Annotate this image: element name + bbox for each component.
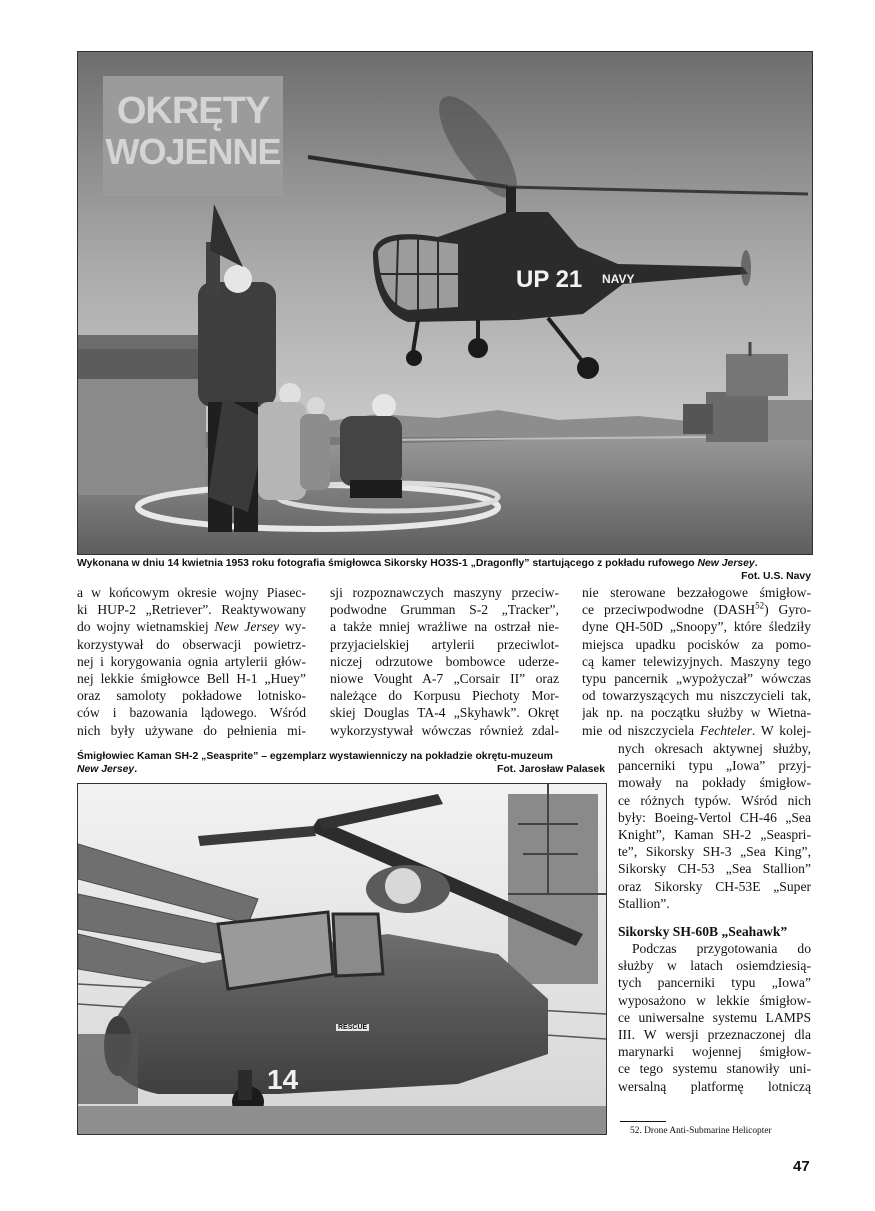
col3-line: jak np. na początku służby w Wietna- <box>582 705 811 721</box>
col3-line: mowały na pokłady śmigłow- <box>618 775 811 791</box>
logo-line-1: OKRĘTY <box>116 90 270 132</box>
col2-line: a także mniej wrażliwe na ostrzał nie- <box>330 619 559 635</box>
col3-line: typu pancernik „wypożyczał” wówczas <box>582 670 811 686</box>
photo-dragonfly-takeoff <box>77 51 813 555</box>
text-column-3 <box>582 584 811 739</box>
logo-line-2: WOJENNE <box>105 131 281 172</box>
text-column-3-wrap <box>618 740 811 1095</box>
okrety-wojenne-logo <box>103 76 283 196</box>
text-column-2 <box>330 584 559 739</box>
col2-line: sji rozpoznawczych maszyny przeciw- <box>330 585 559 600</box>
col3-line-start: mie od niszczyciela <box>582 722 700 738</box>
col3-line: dyne QH-50D „Snoopy”, które śledziły <box>582 619 811 635</box>
col1-line <box>77 618 306 635</box>
col1-line: nej lekkie śmigłowce Bell H-1 „Huey” <box>77 670 306 686</box>
col2-line: przyjacielskiej artylerii przeciwlot- <box>330 636 559 652</box>
section-line: ce uniwersalne systemu LAMPS <box>618 1009 811 1025</box>
col1-line: nej i korygowania ognia artylerii głów- <box>77 653 306 669</box>
section-line: tych pancerniki typu „Iowa” <box>618 975 811 991</box>
top-photo-caption <box>77 557 811 583</box>
col3-line: od towarzyszących mu niszczycieli tak, <box>582 688 811 704</box>
footnote-52: 52. Drone Anti-Submarine Helicopter <box>630 1126 772 1136</box>
col3-line: Knight”, Kaman SH-2 „Seaspri- <box>618 826 811 842</box>
section-line: Podczas przygotowania do <box>632 941 811 957</box>
rescue-label: RESCUE <box>338 1024 368 1031</box>
col1-line-start: do wojny wietnamskiej <box>77 619 215 635</box>
col1-line: oraz samoloty pokładowe lotnisko- <box>77 688 306 704</box>
top-caption-end: . <box>754 558 758 569</box>
top-caption-text: Wykonana w dniu 14 kwietnia 1953 roku fotografia śmigłowca Sikorsky HO3S-1 „Dragonfly” startującego z pokładu rufowego <box>77 558 698 569</box>
col2-line: skiej Douglas TA-4 „Skyhawk”. Okręt <box>330 705 559 721</box>
section-line: III. W wersji przeznaczonej dla <box>618 1027 811 1042</box>
section-line: służby w latach osiemdziesią- <box>618 958 811 974</box>
col2-line: podwodne Grumman S-2 „Tracker”, <box>330 602 559 618</box>
col3-line: te”, Sikorsky SH-3 „Sea King”, <box>618 844 811 860</box>
col2-line: wykorzystywał wówczas również zdal- <box>330 722 559 738</box>
bottom-photo-caption <box>77 750 605 776</box>
col3-line <box>582 601 811 618</box>
col3-line: Stallion”. <box>618 895 670 911</box>
col3-line-start: ce przeciwpodwodne (DASH <box>582 602 756 618</box>
col3-line: nie sterowane bezzałogowe śmigłow- <box>582 585 811 600</box>
photo-seasprite-exhibit <box>77 783 607 1135</box>
text-column-1 <box>77 584 306 739</box>
footnote-ref-52: 52 <box>755 601 765 611</box>
helicopter-side-number: 14 <box>267 1064 299 1095</box>
col1-line: korzystywał do obserwacji powietrz- <box>77 636 306 652</box>
helicopter-tail-marking: UP 21 <box>516 266 583 293</box>
col3-line: nych okresach aktywnej służby, <box>618 741 811 756</box>
col3-line: były: Boeing-Vertol CH-46 „Sea <box>618 809 811 825</box>
col3-line: miejsca upadku pocisków za pomo- <box>582 636 811 652</box>
helicopter-navy-text: NAVY <box>602 272 635 286</box>
col3-line: cą kamer telewizyjnych. Maszyny tego <box>582 653 811 669</box>
section-line: wersalną platformę lotniczą <box>618 1078 811 1094</box>
col1-line: a w końcowym okresie wojny Piasec- <box>77 585 306 600</box>
col1-line: ki HUP-2 „Retriever”. Reaktywowany <box>77 602 306 618</box>
page-number: 47 <box>793 1158 810 1175</box>
col3-line <box>582 722 811 739</box>
col1-line-tail: wy- <box>279 619 306 635</box>
col3-ship-name: Fechteler <box>699 722 752 738</box>
bottom-caption-ship: New Jersey <box>77 764 135 775</box>
col2-line: niczej odrzutowe bombowce uderze- <box>330 653 559 669</box>
section-heading-seahawk: Sikorsky SH-60B „Seahawk” <box>618 923 788 939</box>
footnote-rule <box>620 1121 666 1122</box>
section-line: marynarki wojennej śmigłow- <box>618 1044 811 1060</box>
col3-line-tail: ) Gyro- <box>764 602 811 618</box>
top-photo-credit: Fot. U.S. Navy <box>741 571 811 582</box>
col2-line: należące do Korpusu Piechoty Mor- <box>330 688 559 704</box>
col1-line: ców i bazowania lądowego. Wśród <box>77 705 306 721</box>
col3-line: pancerniki typu „Iowa” przyj- <box>618 758 811 774</box>
bottom-photo-credit: Fot. Jarosław Palasek <box>496 764 605 775</box>
bottom-caption-text: Śmigłowiec Kaman SH-2 „Seasprite” – egzemplarz wystawienniczy na pokładzie okrętu-muzeum <box>77 751 553 762</box>
col2-line: niowe Vought A-7 „Corsair II” oraz <box>330 670 559 686</box>
col3-line: Sikorsky CH-53 „Sea Stallion” <box>618 861 811 877</box>
bottom-caption-end: . <box>134 764 138 775</box>
top-caption-ship: New Jersey <box>697 558 755 569</box>
section-line: ce tego systemu stanowiły uni- <box>618 1061 811 1077</box>
seasprite-photo-illustration <box>78 784 606 1134</box>
col1-line: nich były używane do pełnienia mi- <box>77 722 306 738</box>
col3-line-tail: . W kolej- <box>751 722 811 738</box>
col3-line: ce różnych typów. Wśród nich <box>618 792 811 808</box>
section-line: wyposażono w lekkie śmigłow- <box>618 992 811 1008</box>
col1-ship-name: New Jersey <box>214 619 280 635</box>
col3-line: oraz Sikorsky CH-53E „Super <box>618 878 811 894</box>
